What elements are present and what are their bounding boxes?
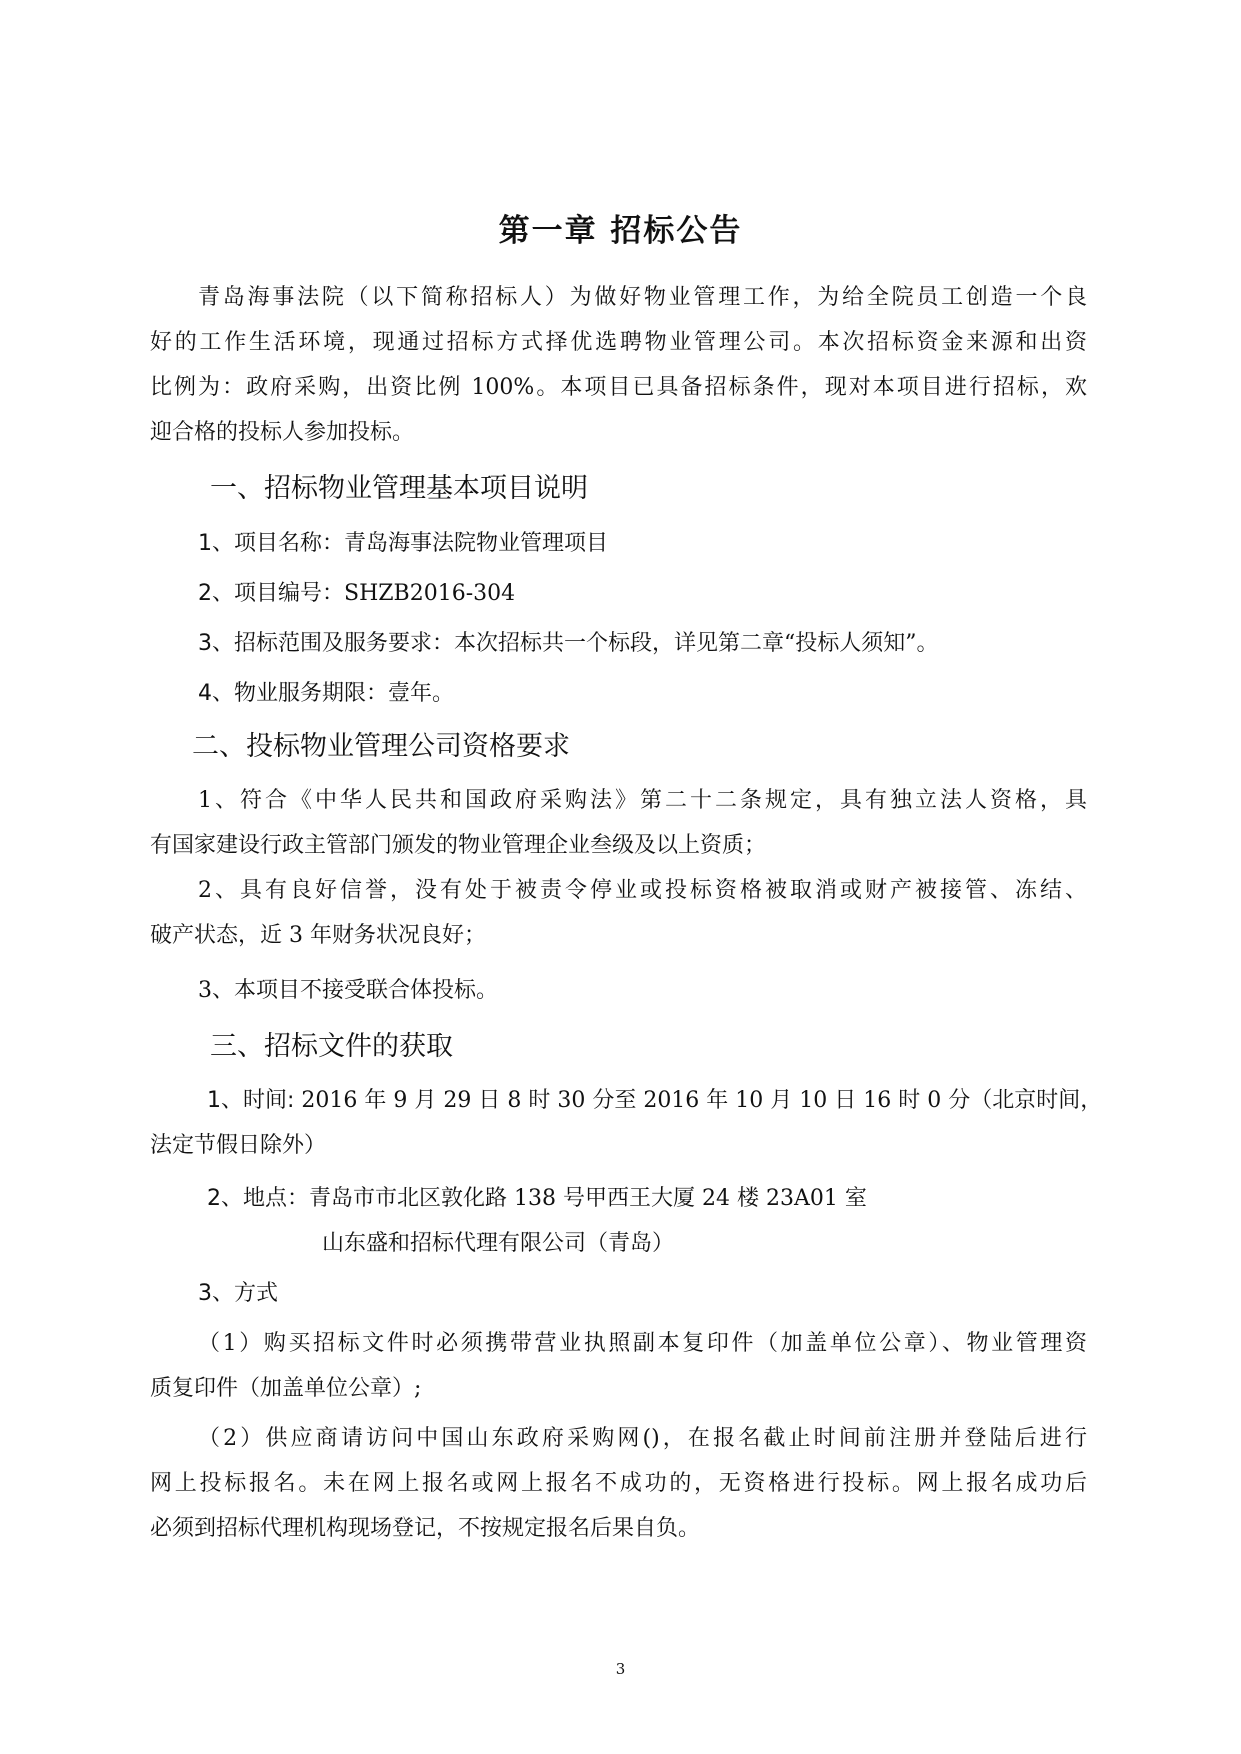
place-label: 2、地点： [207, 1186, 309, 1211]
item-value: 本次招标共一个标段，详见第二章“投标人须知”。 [454, 631, 939, 656]
section3-place [207, 1188, 867, 1210]
item-label: 3、招标范围及服务要求： [198, 631, 454, 656]
section3-heading: 三、招标文件的获取 [210, 1031, 453, 1062]
item-value: 壹年。 [388, 681, 455, 706]
item-value: 青岛海事法院物业管理项目 [344, 531, 609, 556]
section3-place-cont: 山东盛和招标代理有限公司（青岛） [322, 1231, 675, 1256]
section2-line-5: 3、本项目不接受联合体投标。 [198, 978, 498, 1003]
page-number: 3 [615, 1660, 626, 1678]
section3-time-cont: 法定节假日除外） [150, 1133, 327, 1158]
intro-line-1: 青岛海事法院（以下简称招标人）为做好物业管理工作，为给全院员工创造一个良 [198, 285, 1087, 310]
section1-item-3 [198, 633, 939, 655]
item-label: 4、物业服务期限： [198, 681, 388, 706]
intro-line-2: 好的工作生活环境，现通过招标方式择优选聘物业管理公司。本次招标资金来源和出资 [150, 330, 1087, 355]
section3-method-line-4: 网上投标报名。未在网上报名或网上报名不成功的，无资格进行投标。网上报名成功后 [150, 1471, 1087, 1496]
section2-heading: 二、投标物业管理公司资格要求 [192, 731, 570, 762]
section2-line-3: 2、具有良好信誉，没有处于被责令停业或投标资格被取消或财产被接管、冻结、 [198, 878, 1087, 903]
section1-item-4 [198, 683, 454, 705]
time-value: 2016 年 9 月 29 日 8 时 30 分至 2016 年 10 月 10 日 16 时 0 分（北京时间， [294, 1088, 1103, 1113]
section2-line-4: 破产状态，近 3 年财务状况良好； [150, 923, 486, 948]
section3-method-line-1: （1）购买招标文件时必须携带营业执照副本复印件（加盖单位公章）、物业管理资 [198, 1331, 1087, 1356]
section3-method-label: 3、方式 [198, 1281, 278, 1306]
section3-method-line-3: （2）供应商请访问中国山东政府采购网()，在报名截止时间前注册并登陆后进行 [198, 1426, 1087, 1451]
intro-line-4: 迎合格的投标人参加投标。 [150, 420, 415, 445]
item-label: 2、项目编号： [198, 581, 344, 606]
section1-item-1 [198, 533, 608, 555]
chapter-title: 第一章 招标公告 [498, 213, 743, 249]
section1-heading: 一、招标物业管理基本项目说明 [210, 473, 588, 504]
section3-time [207, 1090, 1102, 1112]
place-value: 青岛市市北区敦化路 138 号甲西王大厦 24 楼 23A01 室 [309, 1186, 867, 1211]
section3-method-line-5: 必须到招标代理机构现场登记，不按规定报名后果自负。 [150, 1516, 701, 1541]
item-value: SHZB2016-304 [344, 581, 516, 606]
section3-method-line-2: 质复印件（加盖单位公章）; [150, 1376, 422, 1401]
intro-line-3: 比例为：政府采购，出资比例 100%。本项目已具备招标条件，现对本项目进行招标，欢 [150, 375, 1087, 400]
section2-line-1: 1、符合《中华人民共和国政府采购法》第二十二条规定，具有独立法人资格，具 [198, 788, 1087, 813]
item-label: 1、项目名称： [198, 531, 344, 556]
section2-line-2: 有国家建设行政主管部门颁发的物业管理企业叁级及以上资质； [150, 833, 767, 858]
time-label: 1、时间: [207, 1088, 295, 1113]
section1-item-2 [198, 583, 515, 605]
